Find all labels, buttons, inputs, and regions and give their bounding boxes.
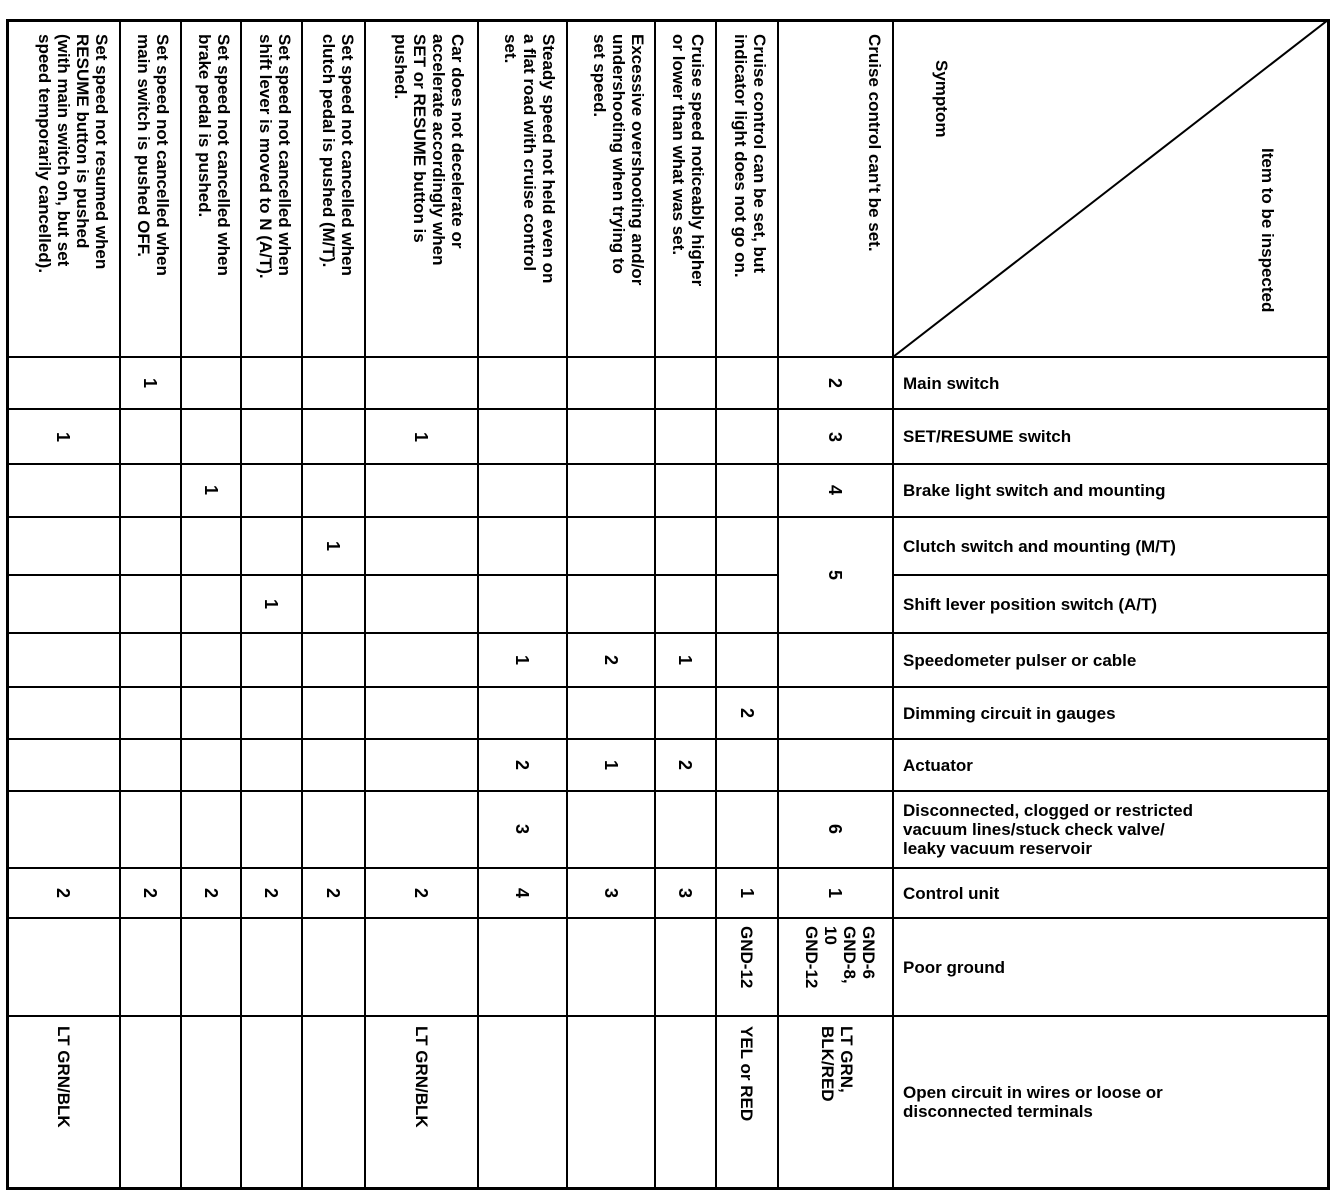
header-cell: [893, 20, 1328, 357]
val-control-unit-c3: 3: [601, 887, 621, 898]
grid-h-1016: [7, 1015, 1329, 1017]
item-open-circuit: Open circuit in wires or loose or disconnected terminals: [903, 1083, 1163, 1121]
item-brake-light-switch: Brake light switch and mounting: [903, 481, 1166, 500]
val-control-unit-c8: 2: [201, 887, 221, 898]
item-poor-ground: Poor ground: [903, 957, 1005, 977]
val-control-unit-c0: 1: [825, 887, 845, 898]
val-set-resume-c5: 1: [411, 431, 431, 442]
val-poor-ground-c1: GND-12: [737, 926, 756, 989]
val-vacuum-c4: 3: [512, 823, 532, 834]
item-set-resume-switch: SET/RESUME switch: [903, 427, 1072, 446]
symptom-5: Car does not decelerate or accelerate accordingly when SET or RESUME button is pushed.: [391, 34, 467, 266]
val-control-unit-c10: 2: [53, 887, 73, 898]
val-vacuum-c0: 6: [825, 823, 845, 834]
val-open-circuit-c10: LT GRN/BLK: [54, 1026, 73, 1128]
val-control-unit-c9: 2: [140, 887, 160, 898]
val-open-circuit-c5: LT GRN/BLK: [412, 1026, 431, 1128]
grid-border-bottom: [7, 1187, 1329, 1190]
val-control-unit-c6: 2: [323, 887, 343, 898]
val-set-resume-c10: 1: [53, 431, 73, 442]
grid-h-575-right: [893, 574, 1329, 576]
val-control-unit-c4: 4: [512, 887, 532, 898]
val-actuator-c4: 2: [512, 759, 532, 770]
item-speedometer-pulser: Speedometer pulser or cable: [903, 650, 1137, 670]
val-speedometer-c3: 2: [601, 654, 621, 665]
grid-h-687: [7, 686, 1329, 688]
grid-h-517: [7, 516, 1329, 518]
grid-h-633: [7, 632, 1329, 634]
val-brake-light-c8: 1: [201, 484, 221, 495]
val-control-unit-c5: 2: [411, 887, 431, 898]
item-dimming-circuit: Dimming circuit in gauges: [903, 703, 1116, 723]
symptom-0: Cruise control can't be set.: [865, 34, 884, 252]
item-shift-lever-switch: Shift lever position switch (A/T): [903, 594, 1158, 614]
item-to-be-inspected-label: Item to be inspected: [1258, 148, 1277, 313]
item-clutch-switch: Clutch switch and mounting (M/T): [903, 536, 1176, 556]
item-vacuum-lines: Disconnected, clogged or restricted vacuum lines/stuck check valve/ leaky vacuum reservoir: [903, 801, 1194, 858]
val-speedometer-c4: 1: [512, 654, 532, 665]
grid-h-357: [7, 356, 1329, 358]
val-control-unit-c1: 1: [737, 887, 757, 898]
symptom-4: Steady speed not held even on a flat road with cruise control set.: [501, 34, 558, 284]
val-clutch-shift-c0: 5: [825, 569, 845, 580]
val-actuator-c2: 2: [675, 759, 695, 770]
grid-border-top: [7, 19, 1329, 22]
symptom-9: Set speed not cancelled when main switch is pushed OFF.: [134, 34, 172, 276]
val-actuator-c3: 1: [601, 759, 621, 770]
symptom-6: Set speed not cancelled when clutch pedal is pushed (M/T).: [319, 34, 357, 276]
symptom-label: Symptom: [932, 60, 951, 138]
val-shift-lever-c7: 1: [261, 598, 281, 609]
val-brake-light-c0: 4: [825, 484, 845, 495]
grid-h-918: [7, 917, 1329, 919]
grid-h-409: [7, 408, 1329, 410]
symptom-2: Cruise speed noticeably higher or lower than what was set.: [669, 34, 707, 287]
symptom-7: Set speed not cancelled when shift lever is moved to N (A/T).: [256, 34, 294, 279]
symptom-3: Excessive overshooting and/or undershooting when trying to set speed.: [590, 34, 647, 286]
grid-h-739: [7, 738, 1329, 740]
symptom-10: Set speed not resumed when RESUME button is pushed (with main switch on, but set speed temporarily cancelled).: [35, 34, 111, 274]
val-control-unit-c7: 2: [261, 887, 281, 898]
val-poor-ground-c0: GND-6 GND-8, 10 GND-12: [802, 926, 878, 989]
grid-h-791: [7, 790, 1329, 792]
val-open-circuit-c0: LT GRN, BLK/RED: [818, 1026, 856, 1102]
val-set-resume-c0: 3: [825, 431, 845, 442]
item-main-switch: Main switch: [903, 373, 1000, 393]
val-speedometer-c2: 1: [675, 654, 695, 665]
val-clutch-c6: 1: [323, 540, 343, 551]
item-control-unit: Control unit: [903, 883, 1000, 903]
item-actuator: Actuator: [903, 755, 973, 775]
grid-h-868: [7, 867, 1329, 869]
val-open-circuit-c1: YEL or RED: [737, 1026, 756, 1122]
val-main-switch-c9: 1: [140, 377, 160, 388]
symptom-8: Set speed not cancelled when brake pedal is pushed.: [195, 34, 233, 276]
grid-h-464: [7, 463, 1329, 465]
val-dimming-c1: 2: [737, 707, 757, 718]
symptom-1: Cruise control can be set, but indicator light does not go on.: [731, 34, 769, 278]
val-main-switch-c0: 2: [825, 377, 845, 388]
grid-h-575-left: [7, 574, 778, 576]
val-control-unit-c2: 3: [675, 887, 695, 898]
